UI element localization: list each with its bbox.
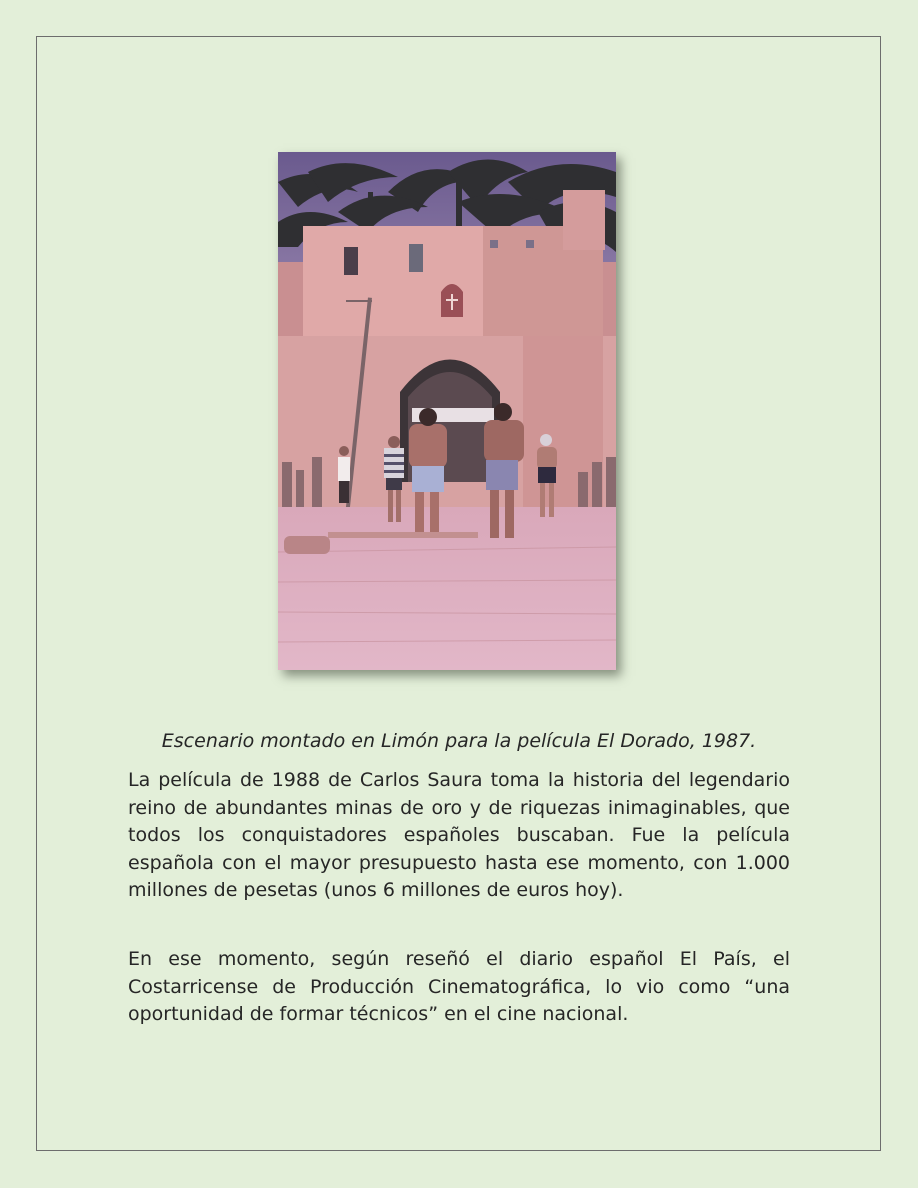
figure-caption: Escenario montado en Limón para la película El Dorado, 1987. <box>161 730 757 752</box>
body-paragraph-2: En ese momento, según reseñó el diario español El País, el Costarricense de Producción Cinematográfica, lo vio como “una oportunidad de formar técnicos” en el cine nacional. <box>128 948 790 1026</box>
film-set-photo <box>278 152 616 670</box>
body-paragraph-1: La película de 1988 de Carlos Saura toma la historia del legendario reino de abundantes minas de oro y de riquezas inimaginables, que todos los conquistadores españoles buscaban. Fue la película española con el mayor presupuesto hasta ese momento, con 1.000 millones de pesetas (unos 6 millones de euros hoy). <box>128 769 790 902</box>
